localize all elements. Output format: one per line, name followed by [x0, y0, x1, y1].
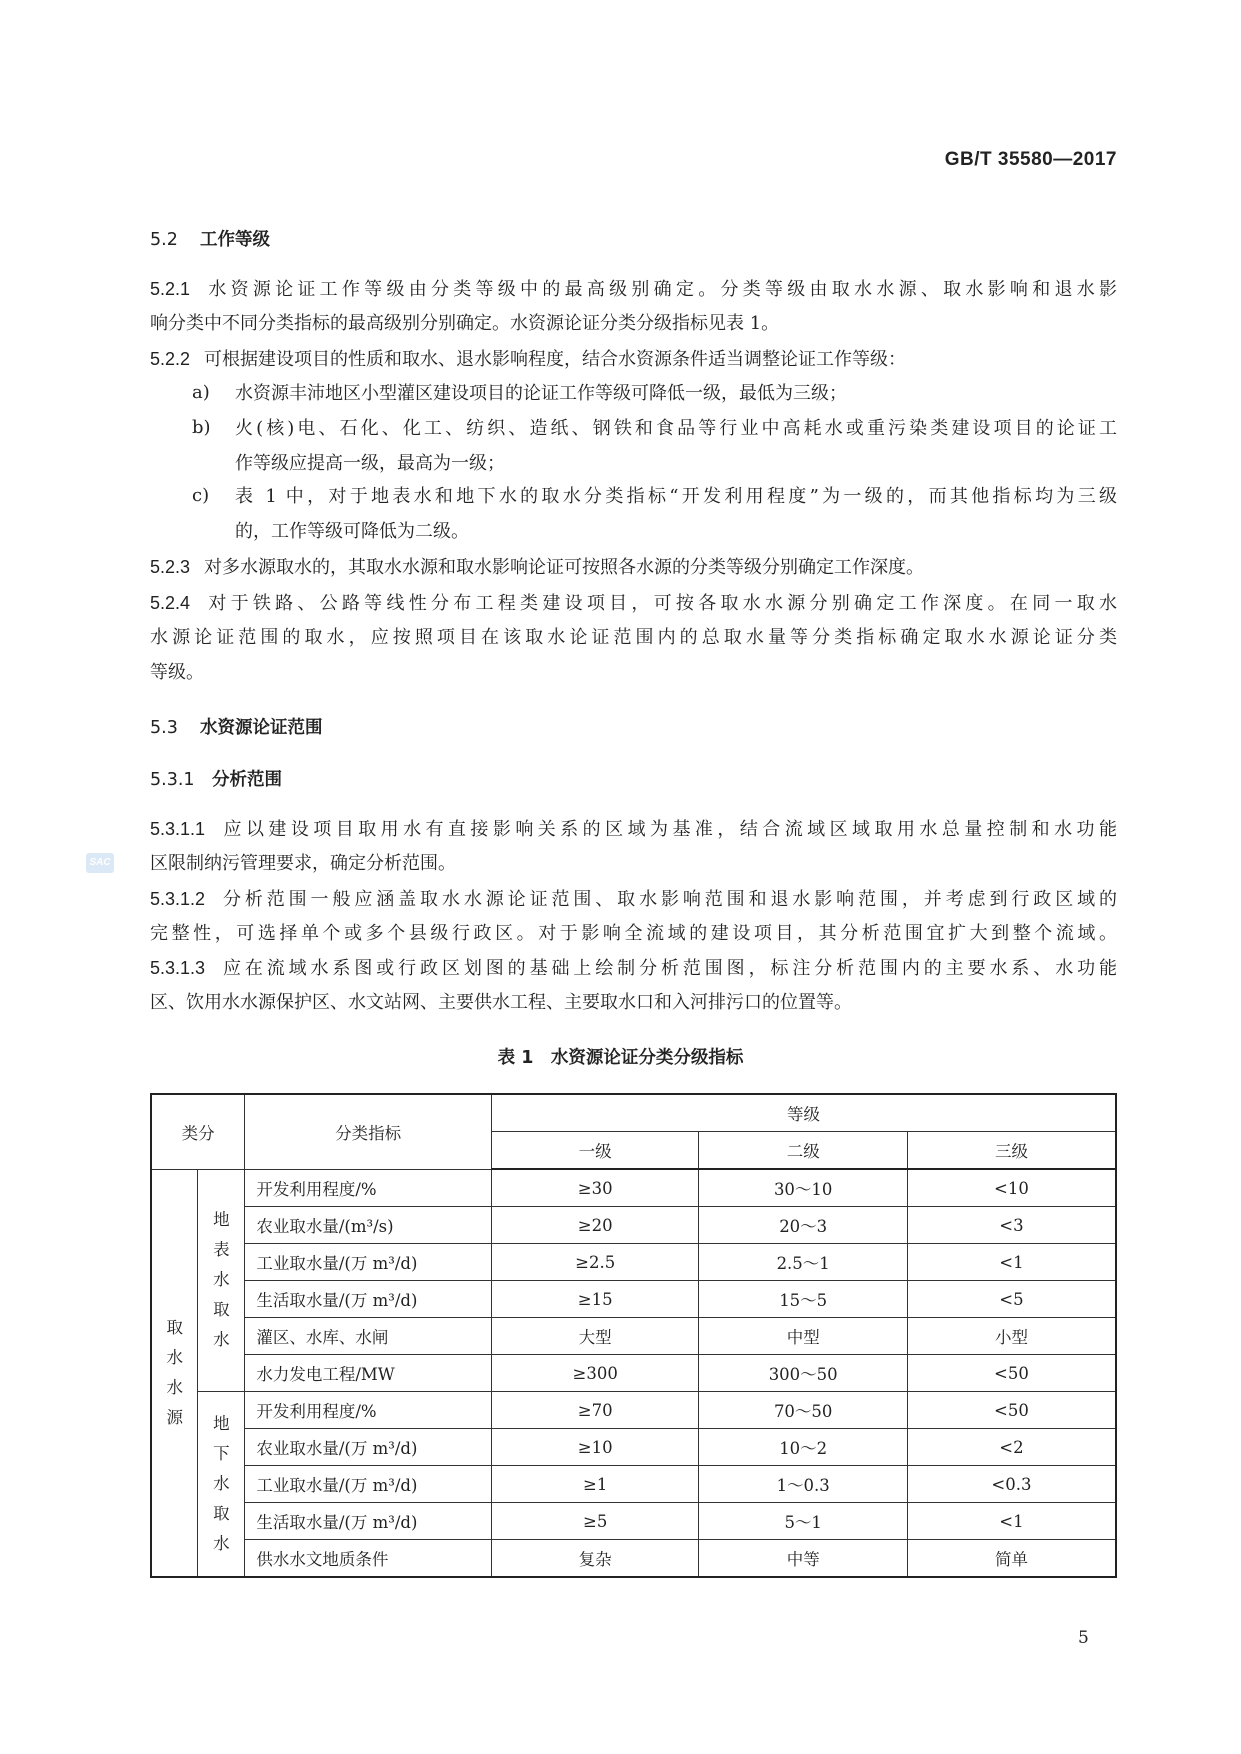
clause-text: 分析范围一般应涵盖取水水源论证范围、取水影响范围和退水影响范围，并考虑到行政区域的 [219, 889, 1117, 910]
section-number: 5.3 [150, 718, 178, 738]
clause-text: 应在流域水系图或行政区划图的基础上绘制分析范围图，标注分析范围内的主要水系、水功能 [219, 958, 1117, 979]
grade-value-cell: <1 [907, 1244, 1116, 1281]
section-5-2-heading [150, 226, 270, 251]
grade-value-cell: 中型 [699, 1318, 908, 1355]
grade-value-cell: 简单 [907, 1540, 1116, 1578]
indicator-cell: 生活取水量/(万 m³/d) [245, 1281, 492, 1318]
section-5-3-heading [150, 714, 323, 739]
clause-number: 5.3.1.3 [150, 958, 206, 978]
grade-value-cell: 15～5 [699, 1281, 908, 1318]
subgroup-label: 地下水取水 [213, 1414, 230, 1553]
para-5-2-4-line2: 水源论证范围的取水，应按照项目在该取水论证范围内的总取水量等分类指标确定取水水源论证分类 [150, 627, 1117, 648]
grade-value-cell: <50 [907, 1355, 1116, 1392]
grade-value-cell: 300～50 [699, 1355, 908, 1392]
indicator-cell: 开发利用程度/% [245, 1392, 492, 1429]
section-title: 分析范围 [212, 770, 282, 790]
clause-number: 5.2.1 [150, 279, 191, 299]
table-row [151, 1244, 1116, 1281]
table-row [151, 1281, 1116, 1318]
para-5-3-1-2-line2: 完整性，可选择单个或多个县级行政区。对于影响全流域的建设项目，其分析范围宜扩大到整个流域。 [150, 923, 1117, 944]
item-c-label: c) [192, 485, 210, 506]
grade-value-cell: 10～2 [699, 1429, 908, 1466]
indicator-cell: 生活取水量/(万 m³/d) [245, 1503, 492, 1540]
header-grade-1: 一级 [491, 1132, 699, 1170]
indicator-cell: 农业取水量/(m³/s) [245, 1207, 492, 1244]
clause-number: 5.3.1.1 [150, 819, 206, 839]
para-5-3-1-1-line1 [150, 817, 1117, 842]
section-number: 5.3.1 [150, 770, 195, 790]
para-5-2-1-line2: 响分类中不同分类指标的最高级别分别确定。水资源论证分类分级指标见表 1。 [150, 313, 780, 334]
item-b-line2: 作等级应提高一级，最高为一级； [235, 453, 505, 474]
clause-number: 5.2.4 [150, 593, 191, 613]
para-5-3-1-3-line1 [150, 956, 1117, 981]
grade-value-cell: ≥5 [491, 1503, 699, 1540]
grade-value-cell: ≥70 [491, 1392, 699, 1429]
classification-table [150, 1093, 1117, 1578]
item-c-line1: 表 1 中，对于地表水和地下水的取水分类指标“开发利用程度”为一级的，而其他指标均为三级 [235, 486, 1117, 507]
indicator-cell: 农业取水量/(万 m³/d) [245, 1429, 492, 1466]
section-title: 工作等级 [200, 230, 270, 250]
grade-value-cell: 2.5～1 [699, 1244, 908, 1281]
table-row [151, 1318, 1116, 1355]
item-a-text: 水资源丰沛地区小型灌区建设项目的论证工作等级可降低一级，最低为三级； [235, 383, 847, 404]
table-row [151, 1429, 1116, 1466]
table-row [151, 1392, 1116, 1429]
table-row [151, 1207, 1116, 1244]
table-row [151, 1355, 1116, 1392]
grade-value-cell: ≥30 [491, 1169, 699, 1207]
grade-value-cell: <50 [907, 1392, 1116, 1429]
item-b-label: b) [192, 417, 211, 438]
item-a-label: a) [192, 382, 210, 403]
grade-value-cell: <1 [907, 1503, 1116, 1540]
grade-value-cell: 70～50 [699, 1392, 908, 1429]
group-cell [151, 1169, 198, 1577]
section-title: 水资源论证范围 [200, 718, 323, 738]
grade-value-cell: <2 [907, 1429, 1116, 1466]
header-grade-3: 三级 [907, 1132, 1116, 1170]
clause-text: 可根据建设项目的性质和取水、退水影响程度，结合水资源条件适当调整论证工作等级： [204, 349, 907, 370]
header-grade: 等级 [491, 1094, 1116, 1132]
grade-value-cell: ≥2.5 [491, 1244, 699, 1281]
header-category: 类分 [151, 1094, 245, 1169]
subgroup-cell [198, 1392, 245, 1578]
grade-value-cell: <5 [907, 1281, 1116, 1318]
para-5-3-1-2-line1 [150, 887, 1117, 912]
document-id: GB/T 35580—2017 [944, 149, 1117, 170]
indicator-cell: 工业取水量/(万 m³/d) [245, 1466, 492, 1503]
grade-value-cell: 20～3 [699, 1207, 908, 1244]
table-row [151, 1503, 1116, 1540]
group-label: 取水水源 [166, 1317, 183, 1427]
table-row [151, 1540, 1116, 1578]
page-number: 5 [1078, 1628, 1089, 1648]
indicator-cell: 供水水文地质条件 [245, 1540, 492, 1578]
grade-value-cell: 1～0.3 [699, 1466, 908, 1503]
indicator-cell: 开发利用程度/% [245, 1169, 492, 1207]
grade-value-cell: 小型 [907, 1318, 1116, 1355]
clause-number: 5.2.3 [150, 557, 191, 577]
clause-text: 水资源论证工作等级由分类等级中的最高级别确定。分类等级由取水水源、取水影响和退水影 [204, 279, 1117, 300]
clause-text: 对多水源取水的，其取水水源和取水影响论证可按照各水源的分类等级分别确定工作深度。 [204, 557, 925, 578]
grade-value-cell: 30～10 [699, 1169, 908, 1207]
header-grade-2: 二级 [699, 1132, 908, 1170]
para-5-3-1-3-line2: 区、饮用水水源保护区、水文站网、主要供水工程、主要取水口和入河排污口的位置等。 [150, 992, 852, 1013]
clause-number: 5.3.1.2 [150, 889, 206, 909]
clause-number: 5.2.2 [150, 349, 191, 369]
section-number: 5.2 [150, 230, 178, 250]
clause-text: 对于铁路、公路等线性分布工程类建设项目，可按各取水水源分别确定工作深度。在同一取水 [204, 593, 1117, 614]
para-5-2-4-line3: 等级。 [150, 662, 204, 683]
grade-value-cell: <3 [907, 1207, 1116, 1244]
table-row [151, 1169, 1116, 1207]
para-5-2-1-line1 [150, 277, 1117, 302]
table-row [151, 1466, 1116, 1503]
indicator-cell: 灌区、水库、水闸 [245, 1318, 492, 1355]
para-5-2-2 [150, 347, 1117, 372]
para-5-3-1-1-line2: 区限制纳污管理要求，确定分析范围。 [150, 853, 456, 874]
grade-value-cell: ≥300 [491, 1355, 699, 1392]
indicator-cell: 水力发电工程/MW [245, 1355, 492, 1392]
grade-value-cell: 大型 [491, 1318, 699, 1355]
grade-value-cell: 复杂 [491, 1540, 699, 1578]
grade-value-cell: ≥10 [491, 1429, 699, 1466]
clause-text: 应以建设项目取用水有直接影响关系的区域为基准，结合流域区域取用水总量控制和水功能 [219, 819, 1117, 840]
section-5-3-1-heading [150, 766, 282, 791]
grade-value-cell: 5～1 [699, 1503, 908, 1540]
table-title: 表 1 水资源论证分类分级指标 [497, 1048, 744, 1068]
para-5-2-4-line1 [150, 591, 1117, 616]
grade-value-cell: ≥15 [491, 1281, 699, 1318]
grade-value-cell: ≥20 [491, 1207, 699, 1244]
header-indicator: 分类指标 [245, 1094, 492, 1169]
para-5-2-3 [150, 555, 1117, 580]
subgroup-label: 地表水取水 [213, 1210, 230, 1350]
subgroup-cell [198, 1169, 245, 1392]
grade-value-cell: <0.3 [907, 1466, 1116, 1503]
grade-value-cell: 中等 [699, 1540, 908, 1578]
grade-value-cell: <10 [907, 1169, 1116, 1207]
indicator-cell: 工业取水量/(万 m³/d) [245, 1244, 492, 1281]
item-c-line2: 的，工作等级可降低为二级。 [235, 521, 469, 542]
item-b-line1: 火(核)电、石化、化工、纺织、造纸、钢铁和食品等行业中高耗水或重污染类建设项目的论证工 [235, 418, 1117, 439]
grade-value-cell: ≥1 [491, 1466, 699, 1503]
sac-watermark-logo: SAC [86, 853, 114, 873]
